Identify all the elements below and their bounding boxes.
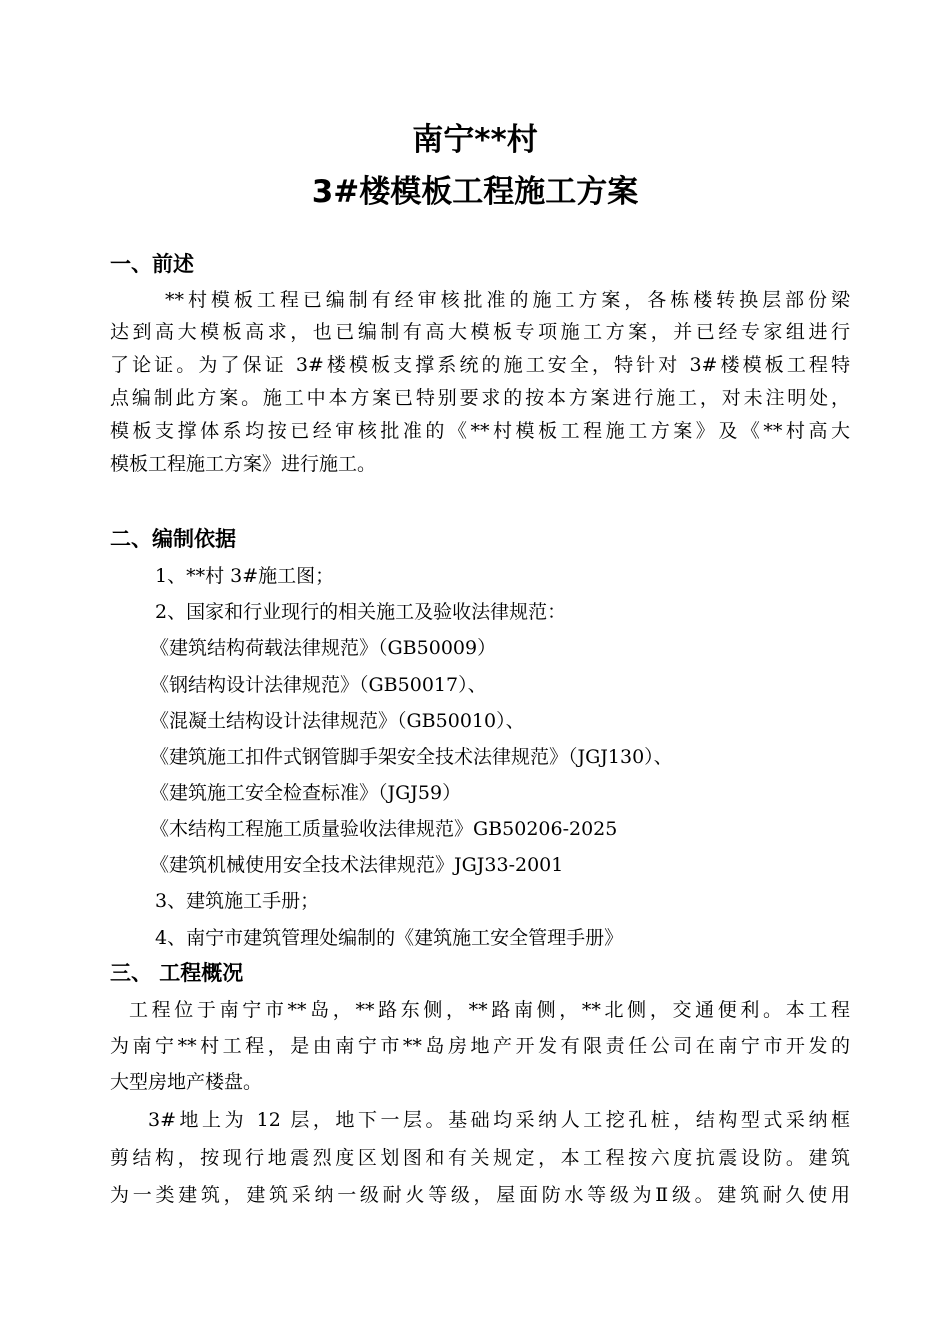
basis-item: 2、国家和行业现行的相关施工及验收法律规范： xyxy=(155,601,567,623)
section-1-line-1: **村模板工程已编制有经审核批准的施工方案，各栋楼转换层部份梁 xyxy=(165,289,850,311)
basis-standard: 《建筑施工扣件式钢管脚手架安全技术法律规范》（JGJ130）、 xyxy=(150,746,673,768)
section-1-line-4: 点编制此方案。施工中本方案已特别要求的按本方案进行施工，对未注明处， xyxy=(110,387,850,409)
section-1-line-5: 模板支撑体系均按已经审核批准的《**村模板工程施工方案》及《**村高大 xyxy=(110,420,850,442)
document-title-line-2: 3#楼模板工程施工方案 xyxy=(311,174,639,210)
section-3-line-2: 为南宁**村工程，是由南宁市**岛房地产开发有限责任公司在南宁市开发的 xyxy=(110,1035,850,1057)
section-3-line-4: 3#地上为 12 层，地下一层。基础均采纳人工挖孔桩，结构型式采纳框 xyxy=(148,1109,850,1131)
section-2-heading: 二、编制依据 xyxy=(110,527,236,551)
basis-standard: 《建筑结构荷载法律规范》（GB50009） xyxy=(150,637,497,659)
section-1-line-6: 模板工程施工方案》进行施工。 xyxy=(110,453,377,475)
basis-item: 4、南宁市建筑管理处编制的《建筑施工安全管理手册》 xyxy=(155,927,624,949)
basis-standard: 《建筑施工安全检查标准》（JGJ59） xyxy=(150,782,462,804)
basis-standard: 《混凝土结构设计法律规范》（GB50010）、 xyxy=(150,710,525,732)
section-3-line-6: 为一类建筑，建筑采纳一级耐火等级，屋面防水等级为Ⅱ级。建筑耐久使用 xyxy=(110,1184,850,1206)
section-1-line-3: 了论证。为了保证 3#楼模板支撑系统的施工安全，特针对 3#楼模板工程特 xyxy=(110,354,850,376)
section-3-line-5: 剪结构，按现行地震烈度区划图和有关规定，本工程按六度抗震设防。建筑 xyxy=(110,1147,850,1169)
basis-item: 3、建筑施工手册； xyxy=(155,890,320,912)
basis-standard: 《木结构工程施工质量验收法律规范》GB50206-2025 xyxy=(150,818,618,840)
section-3-heading: 三、 工程概况 xyxy=(110,961,244,985)
section-1-heading: 一、前述 xyxy=(110,252,194,276)
document-title-line-1: 南宁**村 xyxy=(412,122,538,158)
basis-standard: 《钢结构设计法律规范》（GB50017）、 xyxy=(150,674,487,696)
basis-item: 1、**村 3#施工图； xyxy=(155,565,335,587)
basis-standard: 《建筑机械使用安全技术法律规范》JGJ33-2001 xyxy=(150,854,564,876)
section-3-line-1: 工程位于南宁市**岛，**路东侧，**路南侧，**北侧，交通便利。本工程 xyxy=(129,999,850,1021)
section-3-line-3: 大型房地产楼盘。 xyxy=(110,1071,263,1093)
section-1-line-2: 达到高大模板高求，也已编制有高大模板专项施工方案，并已经专家组进行 xyxy=(110,321,850,343)
